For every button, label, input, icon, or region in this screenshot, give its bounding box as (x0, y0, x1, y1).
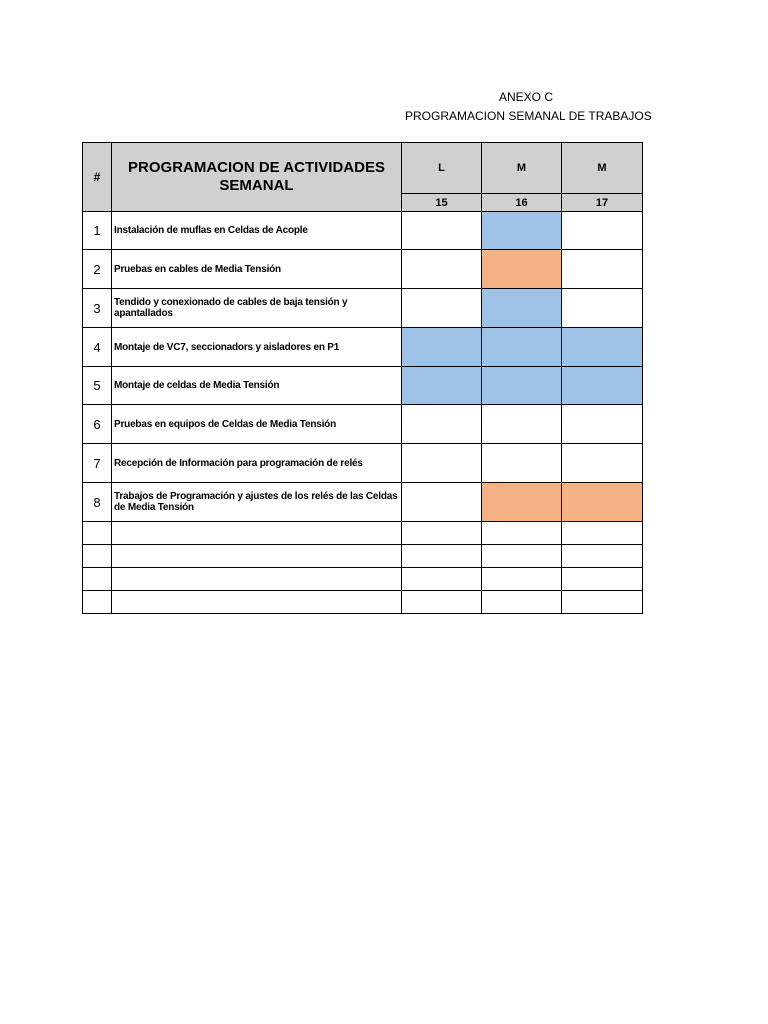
empty-cell[interactable] (112, 522, 402, 545)
schedule-cell-monday[interactable] (402, 328, 482, 367)
empty-cell[interactable] (112, 545, 402, 568)
schedule-cell-tuesday[interactable] (482, 212, 562, 250)
row-number: 8 (83, 483, 112, 522)
empty-row (83, 522, 643, 545)
schedule-cell-wednesday[interactable] (562, 328, 643, 367)
day-header-wednesday: M (562, 143, 643, 194)
schedule-cell-tuesday[interactable] (482, 405, 562, 444)
schedule-cell-wednesday[interactable] (562, 250, 643, 289)
number-column-header: # (83, 143, 112, 212)
day-header-tuesday: M (482, 143, 562, 194)
table-row (83, 328, 643, 367)
empty-cell[interactable] (562, 522, 643, 545)
empty-row (83, 545, 643, 568)
row-number: 7 (83, 444, 112, 483)
empty-cell[interactable] (402, 591, 482, 614)
table-row (83, 289, 643, 328)
row-number: 2 (83, 250, 112, 289)
schedule-cell-tuesday[interactable] (482, 250, 562, 289)
empty-cell[interactable] (562, 545, 643, 568)
schedule-cell-tuesday[interactable] (482, 367, 562, 405)
date-wednesday: 17 (562, 194, 643, 212)
activity-description: Trabajos de Programación y ajustes de los relés de las Celdas de Media Tensión (112, 483, 402, 522)
empty-cell[interactable] (112, 591, 402, 614)
table-row (83, 444, 643, 483)
row-number: 5 (83, 367, 112, 405)
schedule-cell-monday[interactable] (402, 250, 482, 289)
schedule-cell-monday[interactable] (402, 483, 482, 522)
empty-cell[interactable] (402, 568, 482, 591)
table-row (83, 483, 643, 522)
schedule-title: PROGRAMACION SEMANAL DE TRABAJOS (405, 109, 652, 123)
row-number: 6 (83, 405, 112, 444)
empty-cell[interactable] (402, 522, 482, 545)
empty-cell[interactable] (562, 568, 643, 591)
empty-row (83, 591, 643, 614)
empty-cell[interactable] (482, 545, 562, 568)
activity-description: Instalación de muflas en Celdas de Acople (112, 212, 402, 250)
schedule-cell-wednesday[interactable] (562, 444, 643, 483)
activity-description: Pruebas en cables de Media Tensión (112, 250, 402, 289)
schedule-cell-monday[interactable] (402, 367, 482, 405)
date-tuesday: 16 (482, 194, 562, 212)
empty-cell[interactable] (83, 591, 112, 614)
schedule-cell-monday[interactable] (402, 212, 482, 250)
empty-cell[interactable] (562, 591, 643, 614)
activities-column-header (112, 143, 402, 212)
table-row (83, 367, 643, 405)
empty-cell[interactable] (112, 568, 402, 591)
annex-title: ANEXO C (499, 90, 554, 104)
header-row (83, 143, 643, 194)
schedule-cell-wednesday[interactable] (562, 483, 643, 522)
row-number: 3 (83, 289, 112, 328)
activity-rows (83, 212, 643, 614)
empty-cell[interactable] (482, 568, 562, 591)
date-monday: 15 (402, 194, 482, 212)
activities-title-line1: PROGRAMACION DE ACTIVIDADES (128, 159, 385, 176)
schedule-cell-tuesday[interactable] (482, 328, 562, 367)
activity-description: Pruebas en equipos de Celdas de Media Tensión (112, 405, 402, 444)
schedule-cell-wednesday[interactable] (562, 405, 643, 444)
empty-cell[interactable] (83, 522, 112, 545)
table-row (83, 212, 643, 250)
empty-cell[interactable] (83, 568, 112, 591)
empty-row (83, 568, 643, 591)
day-header-monday: L (402, 143, 482, 194)
row-number: 1 (83, 212, 112, 250)
activity-description: Recepción de Información para programación de relés (112, 444, 402, 483)
schedule-cell-tuesday[interactable] (482, 289, 562, 328)
empty-cell[interactable] (402, 545, 482, 568)
table-row (83, 405, 643, 444)
empty-cell[interactable] (482, 522, 562, 545)
schedule-cell-monday[interactable] (402, 289, 482, 328)
activity-description: Montaje de VC7, seccionadors y aisladores en P1 (112, 328, 402, 367)
weekly-schedule-table (82, 142, 643, 614)
row-number: 4 (83, 328, 112, 367)
schedule-cell-tuesday[interactable] (482, 444, 562, 483)
schedule-cell-wednesday[interactable] (562, 212, 643, 250)
table-row (83, 250, 643, 289)
activity-description: Montaje de celdas de Media Tensión (112, 367, 402, 405)
activity-description: Tendido y conexionado de cables de baja tensión y apantallados (112, 289, 402, 328)
schedule-cell-tuesday[interactable] (482, 483, 562, 522)
schedule-cell-monday[interactable] (402, 405, 482, 444)
empty-cell[interactable] (482, 591, 562, 614)
schedule-cell-wednesday[interactable] (562, 367, 643, 405)
schedule-cell-monday[interactable] (402, 444, 482, 483)
empty-cell[interactable] (83, 545, 112, 568)
activities-title-line2: SEMANAL (219, 177, 294, 194)
schedule-cell-wednesday[interactable] (562, 289, 643, 328)
